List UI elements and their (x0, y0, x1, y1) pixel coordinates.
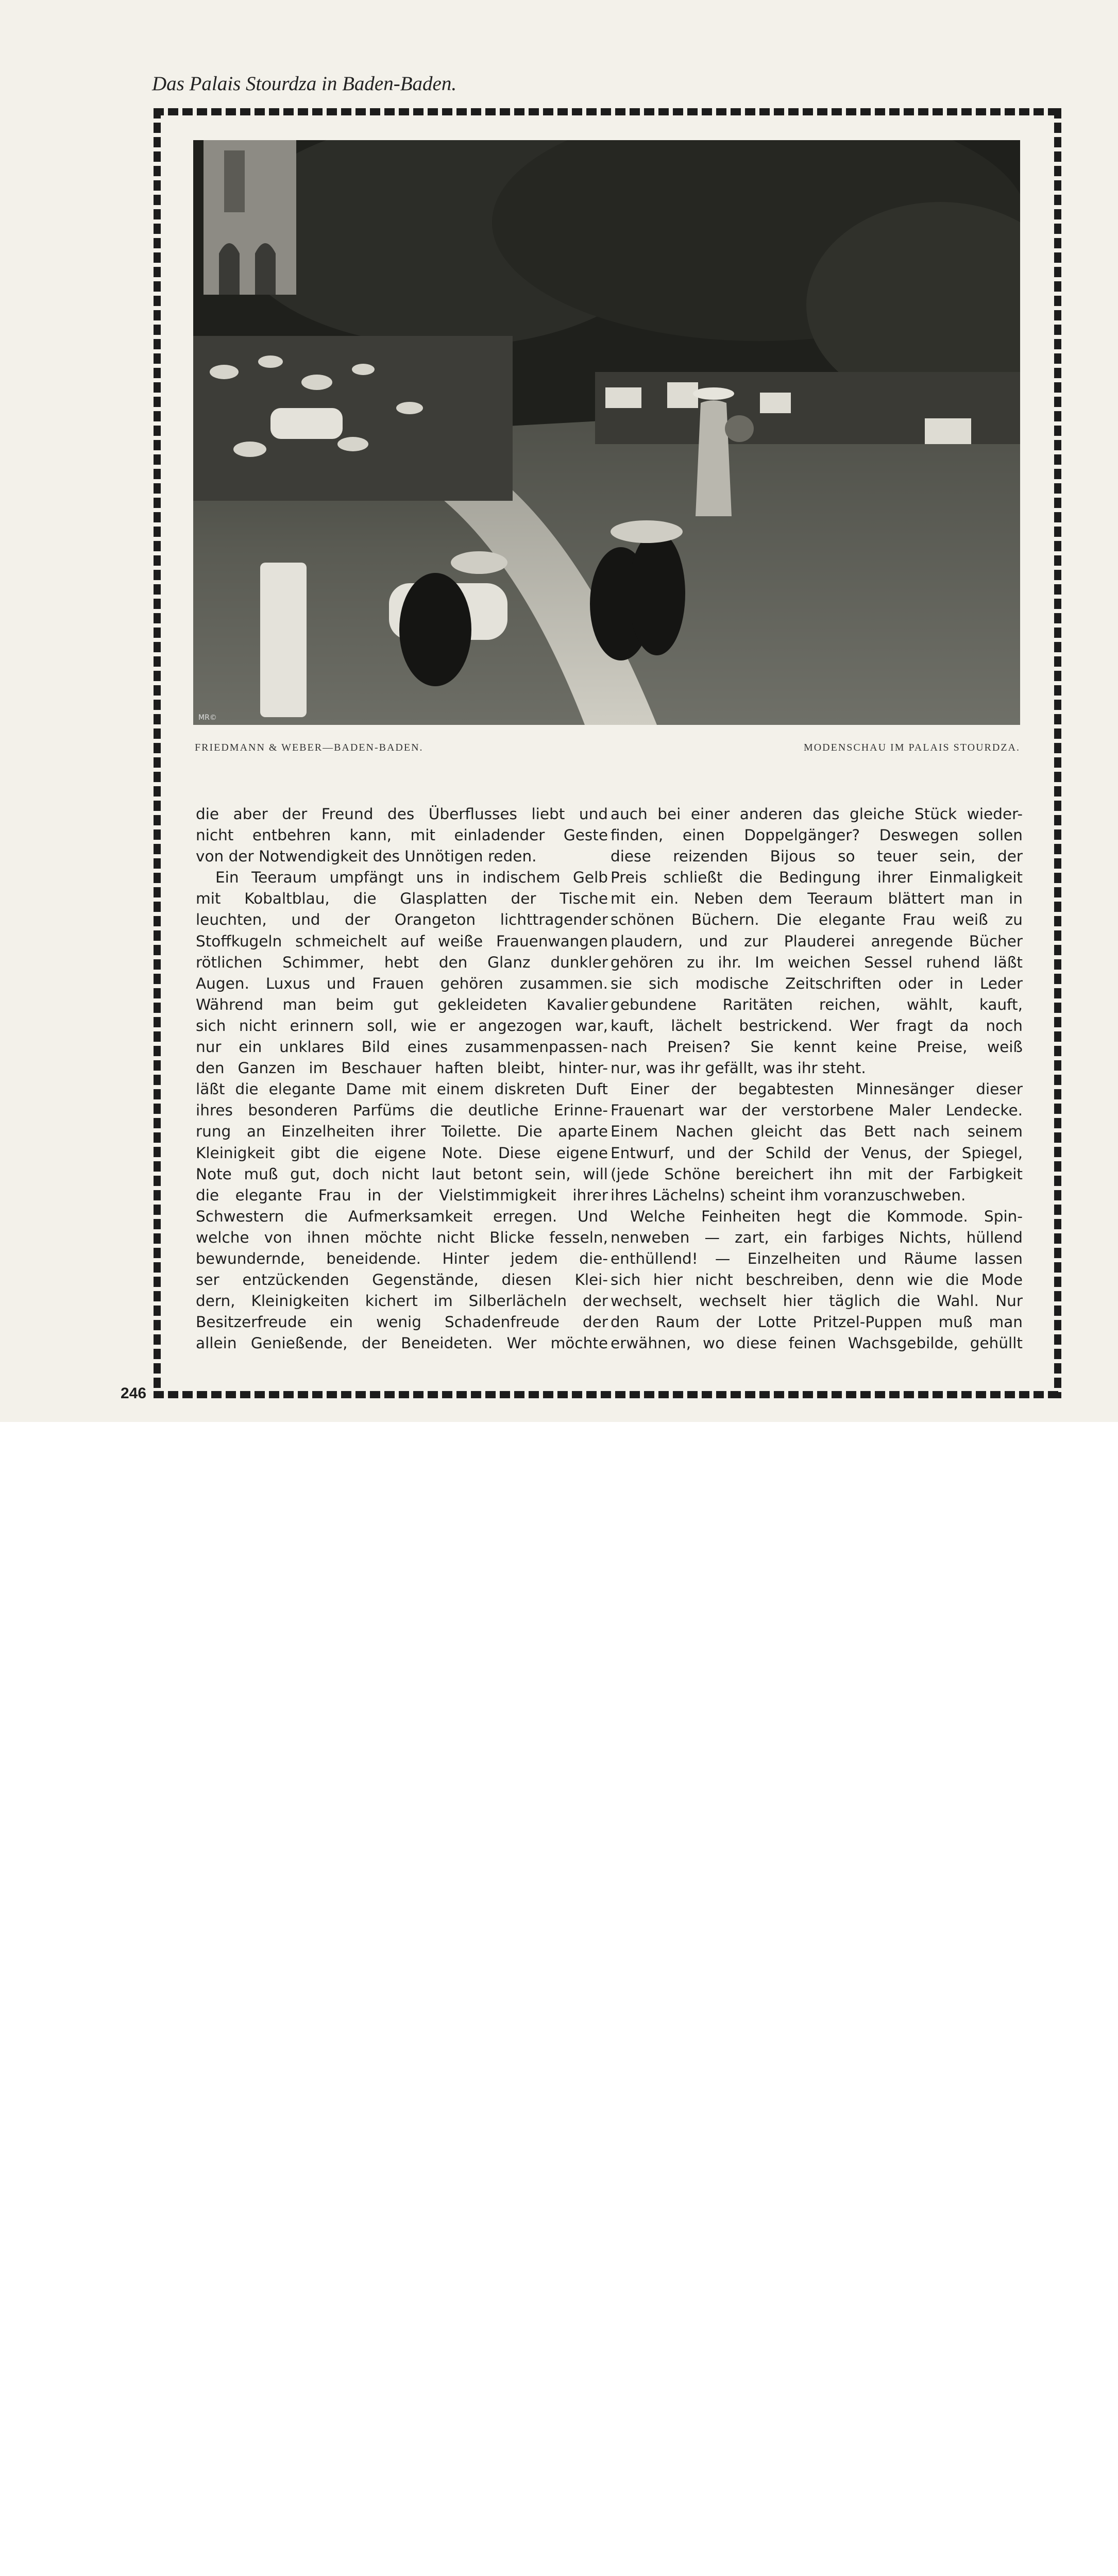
text-column-left (196, 804, 608, 1354)
text-line: rung an Einzelheiten ihrer Toilette. Die aparte (196, 1123, 608, 1141)
text-line: bewundernde, beneidende. Hinter jedem die- (196, 1249, 608, 1267)
text-line: ihres Lächelns) scheint ihm voranzuschweben. (611, 1186, 966, 1204)
text-line: sie sich modische Zeitschriften oder in Leder (611, 974, 1023, 992)
text-line: schönen Büchern. Die elegante Frau weiß zu (611, 911, 1023, 929)
text-line: die aber der Freund des Überflusses liebt und (196, 805, 608, 823)
text-line: auch bei einer anderen das gleiche Stück wieder- (611, 805, 1023, 823)
decorative-border-top (154, 108, 1061, 115)
photo-credit: FRIEDMANN & WEBER—BADEN-BADEN. (195, 742, 424, 753)
decorative-border-right (1054, 108, 1061, 1398)
text-line: dern, Kleinigkeiten kichert im Silberlächeln der (196, 1292, 608, 1310)
text-line: Welche Feinheiten hegt die Kommode. Spin- (630, 1207, 1023, 1225)
text-line: nach Preisen? Sie kennt keine Preise, weiß (611, 1038, 1023, 1056)
text-line: den Ganzen im Beschauer haften bleibt, hinter- (196, 1059, 608, 1077)
text-line: Note muß gut, doch nicht laut betont sein, will (196, 1165, 608, 1183)
text-line: welche von ihnen möchte nicht Blicke fesseln, (196, 1228, 608, 1246)
text-line: mit Kobaltblau, die Glasplatten der Tische (196, 890, 608, 908)
text-line: Einem Nachen gleicht das Bett nach seinem (611, 1123, 1023, 1141)
text-line: Einer der begabtesten Minnesänger dieser (630, 1080, 1023, 1098)
text-line: sich nicht erinnern soll, wie er angezogen war, (196, 1016, 608, 1035)
text-line: Augen. Luxus und Frauen gehören zusammen. (196, 974, 608, 992)
text-line: gebundene Raritäten reichen, wählt, kauft, (611, 995, 1023, 1013)
text-line: Preis schließt die Bedingung ihrer Einmaligkeit (611, 869, 1023, 887)
photo-caption: MODENSCHAU IM PALAIS STOURDZA. (803, 742, 1020, 753)
text-line: rötlichen Schimmer, hebt den Glanz dunkler (196, 953, 608, 971)
text-line: finden, einen Doppelgänger? Deswegen sollen (611, 826, 1023, 844)
text-line: sich hier nicht beschreiben, denn wie die Mode (611, 1271, 1023, 1289)
photo-illustration (193, 140, 1020, 725)
text-line: läßt die elegante Dame mit einem diskreten Duft (196, 1080, 608, 1098)
text-line: gehören zu ihr. Im weichen Sessel ruhend läßt (611, 953, 1023, 971)
text-line: nur ein unklares Bild eines zusammenpassen- (196, 1038, 608, 1056)
text-line: Ein Teeraum umpfängt uns in indischem Gelb (215, 869, 608, 887)
text-line: Kleinigkeit gibt die eigene Note. Diese eigene (196, 1144, 608, 1162)
text-line: plaudern, und zur Plauderei anregende Bücher (611, 932, 1023, 950)
digitization-footer (0, 1422, 1118, 1633)
text-line: allein Genießende, der Beneideten. Wer möchte (196, 1334, 608, 1352)
text-line: Schwestern die Aufmerksamkeit erregen. Und (196, 1207, 608, 1225)
text-line: ihres besonderen Parfüms die deutliche Erinne- (196, 1101, 608, 1120)
photo-monogram: MR© (198, 714, 217, 722)
text-line: ser entzückenden Gegenstände, diesen Klei- (196, 1271, 608, 1289)
text-line: nur, was ihr gefällt, was ihr steht. (611, 1059, 866, 1077)
text-line: diese reizenden Bijous so teuer sein, der (611, 848, 1023, 866)
text-line: nenweben — zart, ein farbiges Nichts, hüllend (611, 1228, 1023, 1246)
text-line: den Raum der Lotte Pritzel-Puppen muß man (611, 1313, 1023, 1331)
text-line: Frauenart war der verstorbene Maler Lendecke. (611, 1101, 1023, 1120)
text-line: erwähnen, wo diese feinen Wachsgebilde, gehüllt (611, 1334, 1023, 1352)
text-line: enthüllend! — Einzelheiten und Räume lassen (611, 1249, 1023, 1267)
text-line: Während man beim gut gekleideten Kavalier (196, 995, 608, 1013)
text-line: von der Notwendigkeit des Unnötigen reden. (196, 848, 537, 866)
text-line: Stoffkugeln schmeichelt auf weiße Frauenwangen (196, 932, 608, 950)
text-line: nicht entbehren kann, mit einladender Geste (196, 826, 608, 844)
text-line: mit ein. Neben dem Teeraum blättert man in (611, 890, 1023, 908)
text-line: kauft, lächelt bestrickend. Wer fragt da noch (611, 1016, 1023, 1035)
decorative-border-left (154, 108, 161, 1398)
text-line: Entwurf, und der Schild der Venus, der Spiegel, (611, 1144, 1023, 1162)
decorative-border-bottom (154, 1391, 1061, 1398)
page-number: 246 (121, 1385, 147, 1402)
running-title: Das Palais Stourdza in Baden-Baden. (152, 73, 457, 95)
text-line: wechselt, wechselt hier täglich die Wahl. Nur (611, 1292, 1023, 1310)
fashion-show-photograph (193, 140, 1020, 725)
text-line: leuchten, und der Orangeton lichttragender (196, 911, 608, 929)
text-line: (jede Schöne bereichert ihn mit der Farbigkeit (611, 1165, 1023, 1183)
text-line: Besitzerfreude ein wenig Schadenfreude der (196, 1313, 608, 1331)
text-line: die elegante Frau in der Vielstimmigkeit ihrer (196, 1186, 608, 1204)
text-column-right (611, 804, 1023, 1354)
